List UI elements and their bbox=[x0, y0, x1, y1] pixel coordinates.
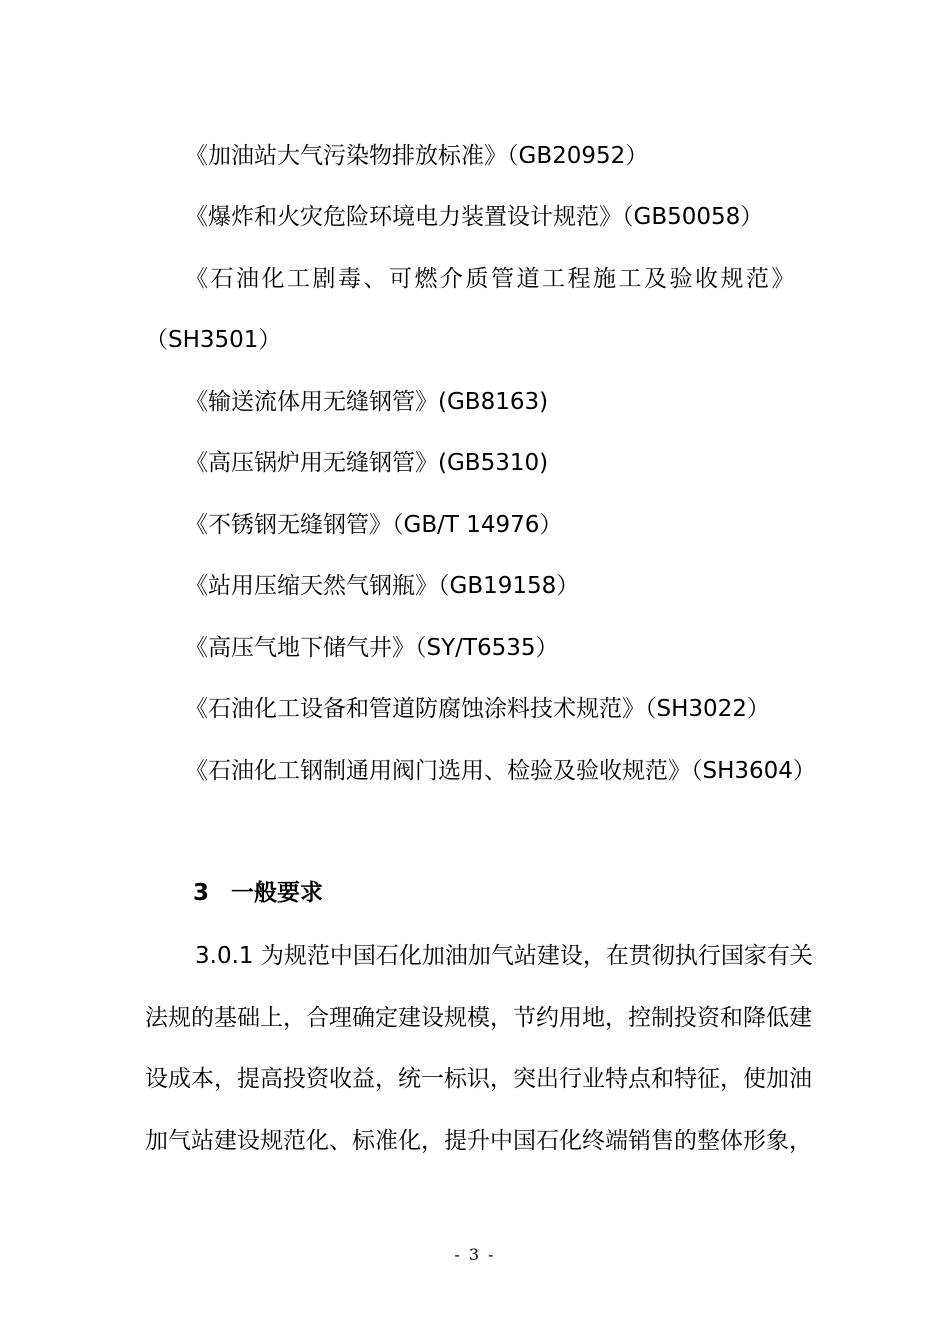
reference-item: 《石油化工剧毒、可燃介质管道工程施工及验收规范》 bbox=[185, 266, 797, 292]
reference-item: 《站用压缩天然气钢瓶》（GB19158） bbox=[185, 573, 580, 599]
paragraph-line: 法规的基础上，合理确定建设规模，节约用地，控制投资和降低建 bbox=[145, 1005, 812, 1031]
paragraph-line: 设成本，提高投资收益，统一标识，突出行业特点和特征，使加油 bbox=[145, 1066, 812, 1092]
section-number: 3 bbox=[193, 880, 210, 906]
reference-item: 《输送流体用无缝钢管》(GB8163) bbox=[185, 389, 549, 415]
reference-item: 《加油站大气污染物排放标准》（GB20952） bbox=[185, 143, 649, 169]
paragraph-line: 3.0.1 为规范中国石化加油加气站建设，在贯彻执行国家有关 bbox=[195, 943, 813, 969]
reference-item: 《不锈钢无缝钢管》（GB/T 14976） bbox=[185, 512, 563, 538]
reference-item-continuation: （SH3501） bbox=[145, 327, 282, 353]
section-title: 一般要求 bbox=[231, 880, 323, 906]
reference-item: 《高压锅炉用无缝钢管》(GB5310) bbox=[185, 450, 549, 476]
reference-item: 《石油化工钢制通用阀门选用、检验及验收规范》（SH3604） bbox=[185, 758, 816, 784]
section-heading bbox=[193, 877, 950, 909]
reference-item: 《爆炸和火灾危险环境电力装置设计规范》（GB50058） bbox=[185, 204, 764, 230]
reference-item: 《高压气地下储气井》（SY/T6535） bbox=[185, 635, 559, 661]
paragraph-line: 加气站建设规范化、标准化，提升中国石化终端销售的整体形象， bbox=[145, 1128, 812, 1154]
reference-item: 《石油化工设备和管道防腐蚀涂料技术规范》（SH3022） bbox=[185, 696, 770, 722]
page-number: - 3 - bbox=[454, 1245, 496, 1264]
